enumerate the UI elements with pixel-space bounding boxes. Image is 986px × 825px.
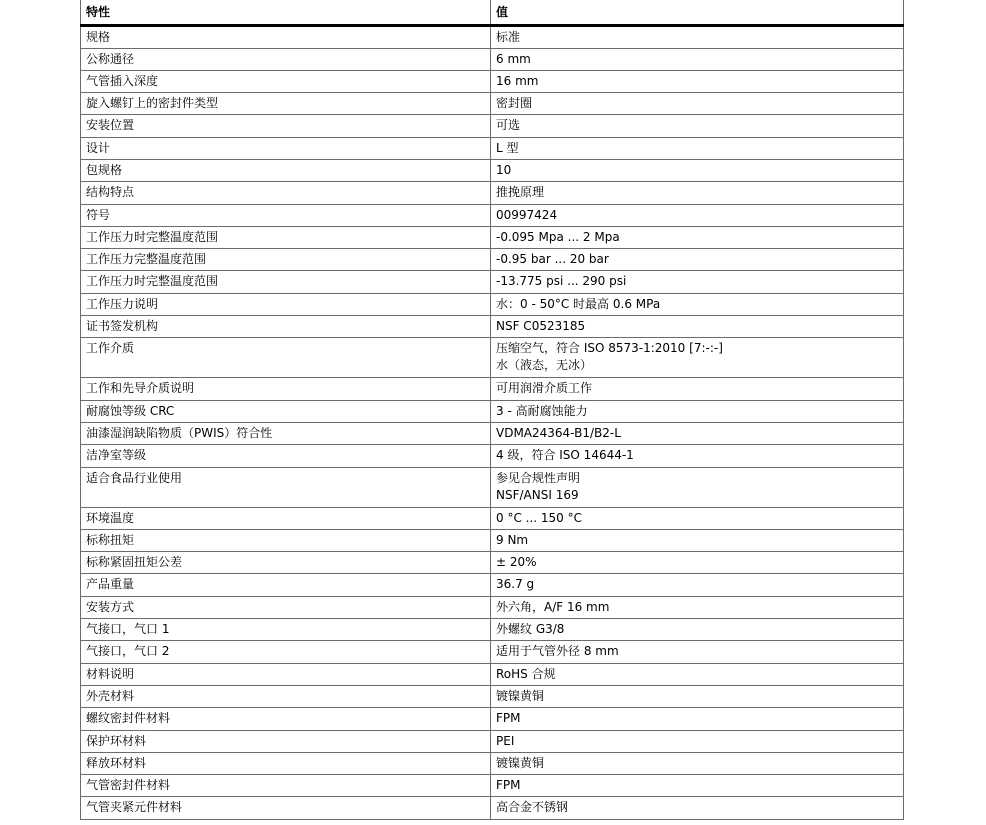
value-cell [491,293,904,315]
property-cell: 工作压力说明 [81,293,491,315]
value-cell [491,137,904,159]
property-cell: 气管夹紧元件材料 [81,797,491,819]
property-cell: 公称通径 [81,48,491,70]
table-row [81,467,904,507]
value-line: 可用润滑介质工作 [496,381,593,396]
value-cell [491,182,904,204]
value-cell [491,708,904,730]
spec-sheet [80,0,903,820]
table-row [81,574,904,596]
value-line: 推挽原理 [496,185,545,200]
value-cell [491,596,904,618]
table-row [81,204,904,226]
value-cell [491,445,904,467]
property-cell: 适合食品行业使用 [81,467,491,507]
table-row [81,70,904,92]
value-line: 3 - 高耐腐蚀能力 [496,403,588,418]
value-cell [491,25,904,48]
table-body [81,25,904,819]
value-cell [491,400,904,422]
value-line: 适用于气管外径 8 mm [496,644,619,659]
value-line: 00997424 [496,207,558,222]
table-row [81,25,904,48]
value-line: FPM [496,778,521,793]
property-cell: 环境温度 [81,507,491,529]
table-row [81,775,904,797]
value-cell [491,797,904,819]
value-line: NSF/ANSI 169 [496,487,579,502]
value-cell [491,730,904,752]
value-cell [491,93,904,115]
table-row [81,271,904,293]
value-cell [491,507,904,529]
value-line: 压缩空气，符合 ISO 8573-1:2010 [7:-:-] [496,341,723,356]
table-row [81,93,904,115]
value-line: 16 mm [496,73,539,88]
value-cell [491,338,904,378]
property-cell: 标称扭矩 [81,529,491,551]
property-cell: 证书签发机构 [81,316,491,338]
value-cell [491,271,904,293]
property-cell: 工作压力时完整温度范围 [81,271,491,293]
property-cell: 工作介质 [81,338,491,378]
value-line: -0.095 Mpa ... 2 Mpa [496,229,620,244]
table-row [81,115,904,137]
table-row [81,641,904,663]
table-row [81,422,904,444]
value-cell [491,422,904,444]
property-cell: 洁净室等级 [81,445,491,467]
value-line: FPM [496,711,521,726]
property-cell: 气接口，气口 1 [81,619,491,641]
property-cell: 气接口，气口 2 [81,641,491,663]
property-cell: 外壳材料 [81,685,491,707]
header-value: 值 [491,0,904,25]
table-row [81,316,904,338]
table-row [81,529,904,551]
value-line: 水：0 - 50°C 时最高 0.6 MPa [496,296,661,311]
table-row [81,507,904,529]
value-cell [491,752,904,774]
value-line: 4 级，符合 ISO 14644-1 [496,448,634,463]
table-row [81,137,904,159]
value-line: PEI [496,733,515,748]
value-line: 密封圈 [496,96,533,111]
value-cell [491,529,904,551]
table-row [81,752,904,774]
table-row [81,685,904,707]
property-cell: 工作和先导介质说明 [81,378,491,400]
table-row [81,293,904,315]
property-cell: 设计 [81,137,491,159]
value-cell [491,316,904,338]
value-cell [491,204,904,226]
property-cell: 材料说明 [81,663,491,685]
property-cell: 结构特点 [81,182,491,204]
property-cell: 工作压力完整温度范围 [81,249,491,271]
property-cell: 工作压力时完整温度范围 [81,226,491,248]
value-line: NSF C0523185 [496,319,586,334]
value-cell [491,685,904,707]
value-line: 6 mm [496,51,531,66]
property-cell: 旋入螺钉上的密封件类型 [81,93,491,115]
table-row [81,730,904,752]
property-cell: 气管插入深度 [81,70,491,92]
property-cell: 包规格 [81,159,491,181]
value-line: 水（液态，无冰） [496,358,593,373]
value-cell [491,48,904,70]
table-row [81,226,904,248]
table-row [81,249,904,271]
value-line: 参见合规性声明 [496,470,581,485]
value-line: VDMA24364-B1/B2-L [496,425,621,440]
spec-table [80,0,904,820]
property-cell: 气管密封件材料 [81,775,491,797]
value-line: 9 Nm [496,532,529,547]
value-line: 10 [496,162,512,177]
value-cell [491,249,904,271]
value-line: RoHS 合规 [496,666,556,681]
value-cell [491,663,904,685]
value-cell [491,378,904,400]
value-cell [491,619,904,641]
header-property: 特性 [81,0,491,25]
value-line: L 型 [496,140,519,155]
table-row [81,596,904,618]
value-line: 可选 [496,118,521,133]
value-line: ± 20% [496,555,537,570]
table-row [81,159,904,181]
value-cell [491,115,904,137]
table-row [81,182,904,204]
property-cell: 耐腐蚀等级 CRC [81,400,491,422]
value-line: 镀镍黄铜 [496,755,545,770]
table-row [81,378,904,400]
value-line: 标准 [496,29,521,44]
value-cell [491,226,904,248]
table-row [81,48,904,70]
property-cell: 标称紧固扭矩公差 [81,552,491,574]
value-cell [491,641,904,663]
table-row [81,445,904,467]
property-cell: 释放环材料 [81,752,491,774]
value-line: 0 °C ... 150 °C [496,510,582,525]
value-cell [491,775,904,797]
value-line: 外螺纹 G3/8 [496,622,565,637]
table-row [81,552,904,574]
property-cell: 符号 [81,204,491,226]
property-cell: 安装位置 [81,115,491,137]
value-cell [491,159,904,181]
table-row [81,708,904,730]
property-cell: 规格 [81,25,491,48]
property-cell: 保护环材料 [81,730,491,752]
table-row [81,663,904,685]
value-cell [491,70,904,92]
table-row [81,619,904,641]
value-line: 外六角，A/F 16 mm [496,599,610,614]
value-cell [491,467,904,507]
value-cell [491,552,904,574]
table-row [81,400,904,422]
value-line: 高合金不锈钢 [496,800,569,815]
table-row [81,338,904,378]
value-cell [491,574,904,596]
value-line: -13.775 psi ... 290 psi [496,274,627,289]
value-line: 36.7 g [496,577,535,592]
table-header-row [81,0,904,25]
property-cell: 安装方式 [81,596,491,618]
value-line: -0.95 bar ... 20 bar [496,252,609,267]
value-line: 镀镍黄铜 [496,688,545,703]
property-cell: 产品重量 [81,574,491,596]
table-row [81,797,904,819]
property-cell: 油漆湿润缺陷物质（PWIS）符合性 [81,422,491,444]
property-cell: 螺纹密封件材料 [81,708,491,730]
